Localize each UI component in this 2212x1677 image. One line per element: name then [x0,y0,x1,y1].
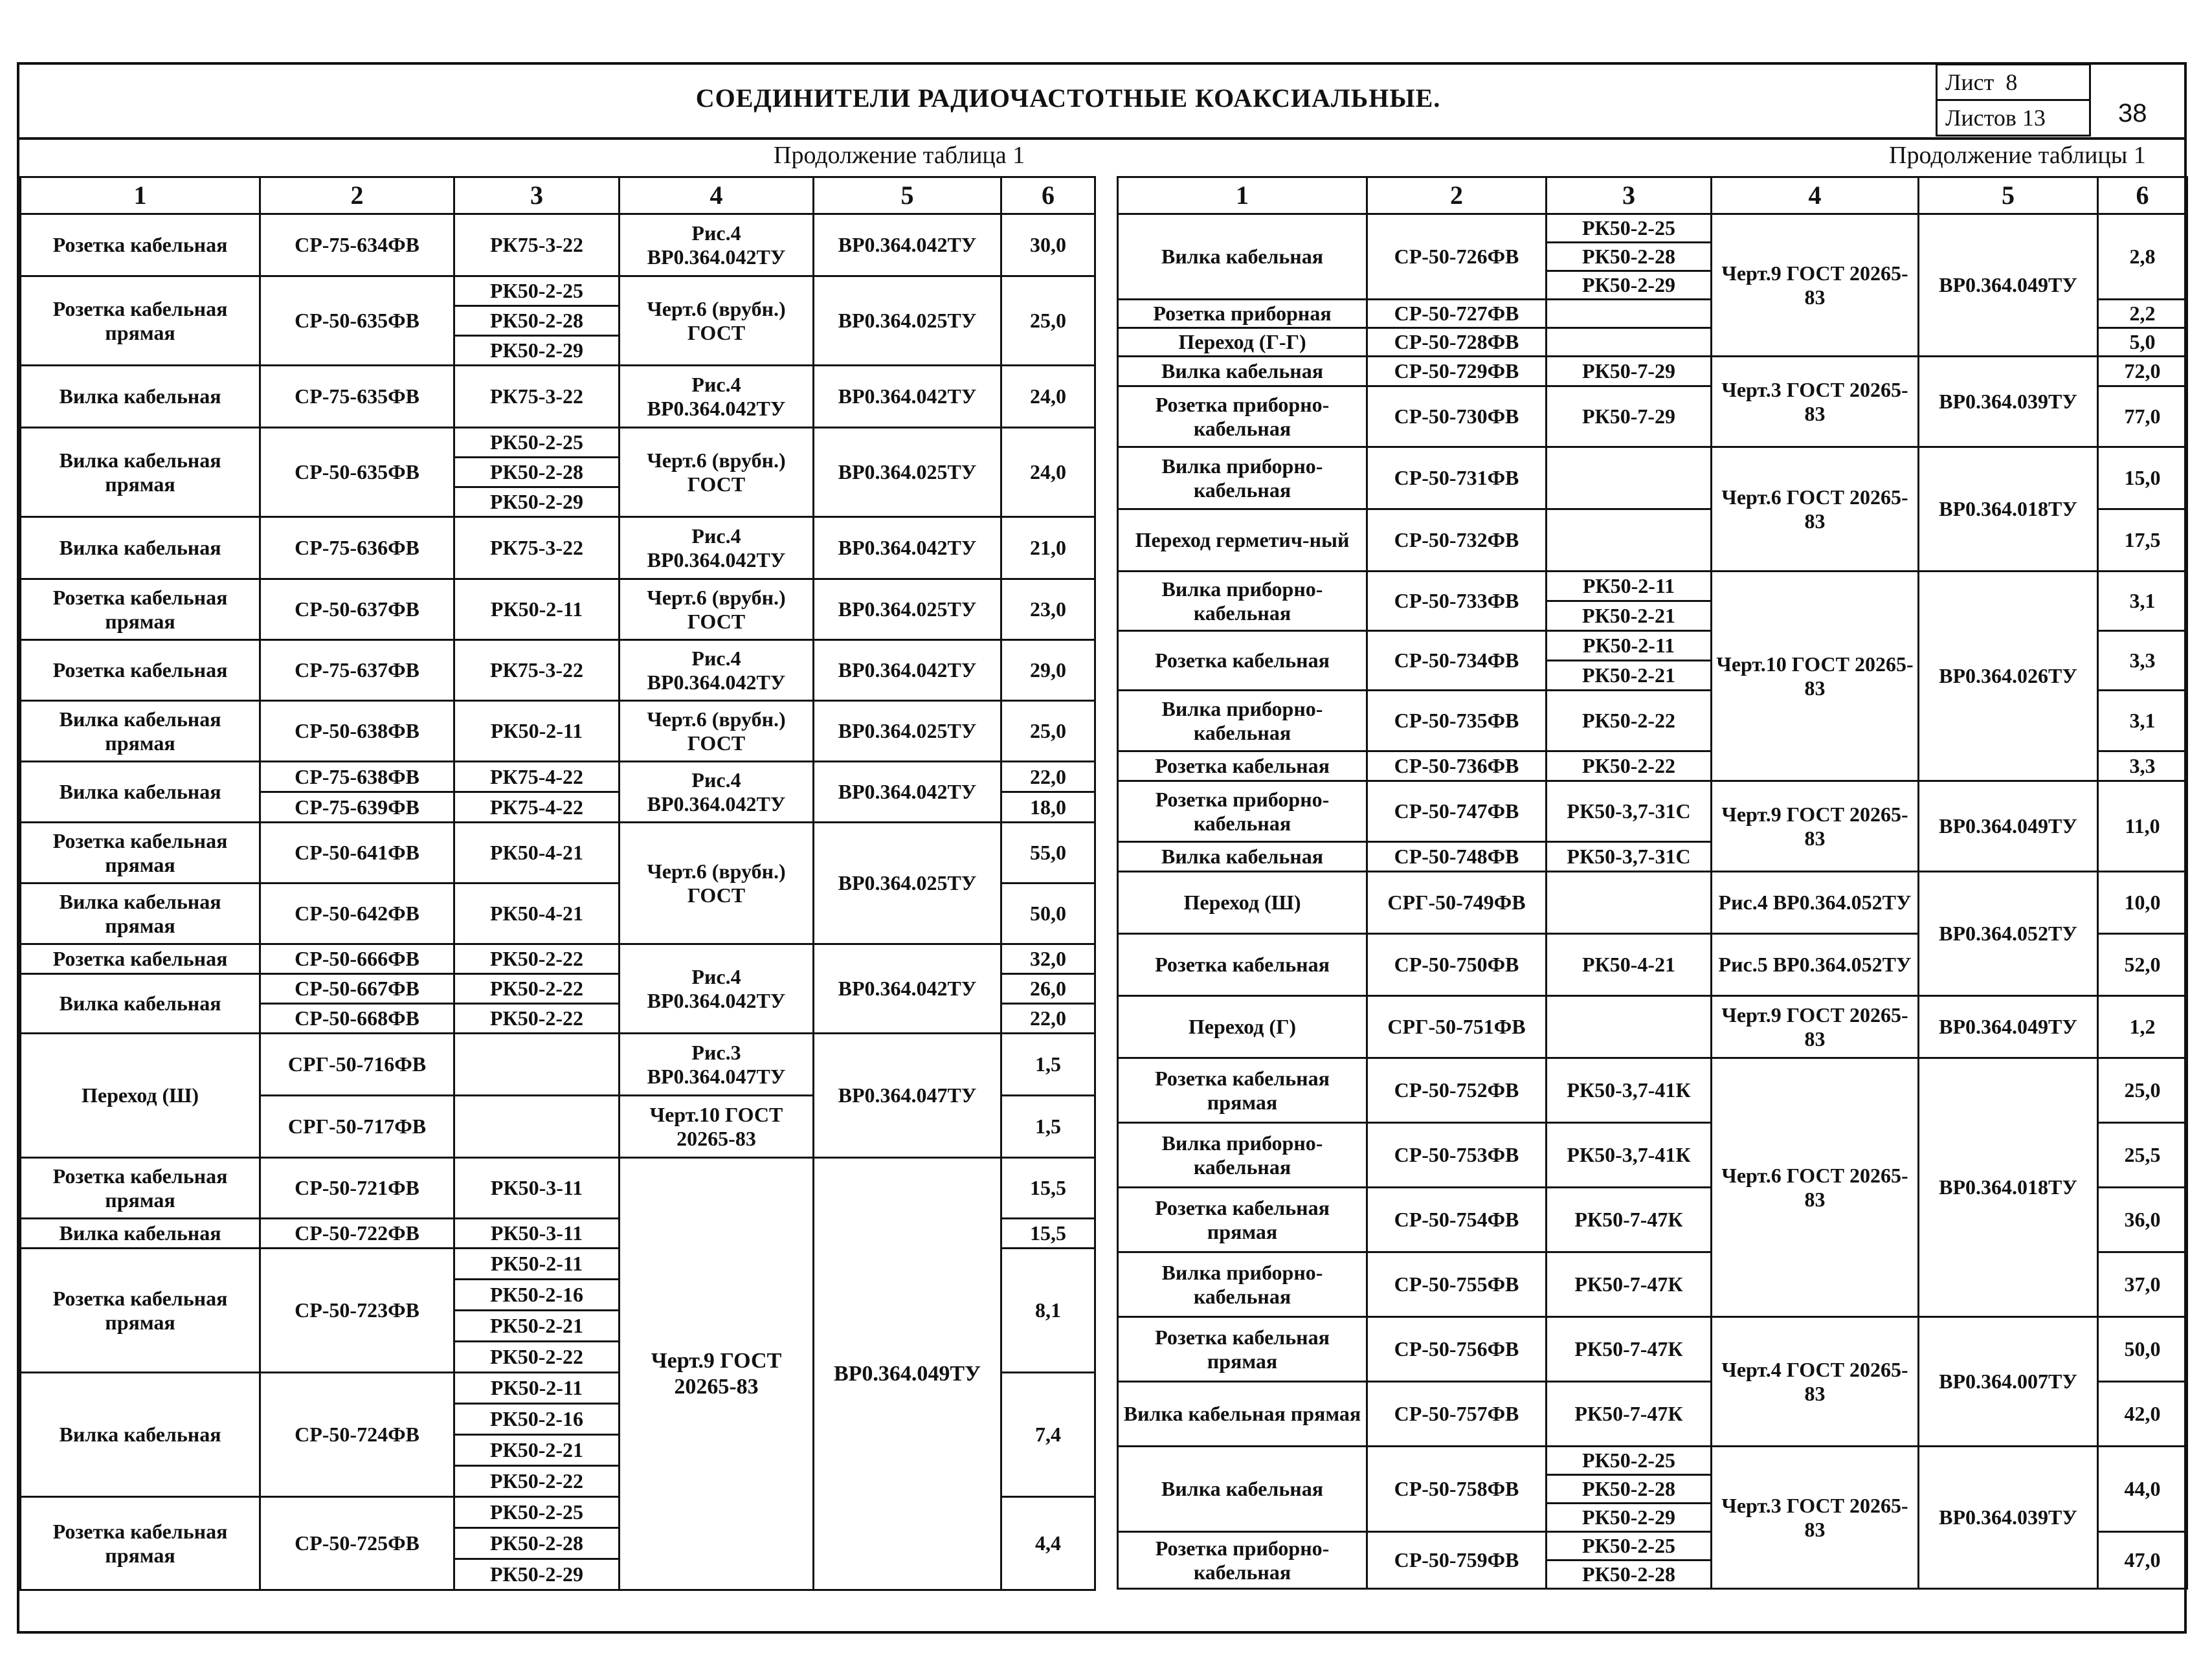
col-header: 4 [1712,177,1919,214]
sheet-number: 8 [2005,69,2018,95]
item-name: Розетка кабельная [21,944,260,974]
item-code: СР-50-638ФВ [260,701,454,762]
item-code: СР-50-732ФВ [1367,509,1547,572]
drawing-ref: Черт.6 (врубн.) ГОСТ [620,579,814,640]
cable-type: РК50-2-22 [454,1466,620,1497]
cable-type [1547,509,1712,572]
mass-value: 22,0 [1001,1004,1095,1034]
mass-value: 42,0 [2098,1382,2187,1447]
cable-type: РК75-3-22 [454,640,620,701]
item-code: СР-50-641ФВ [260,823,454,883]
cable-type: РК50-7-47К [1547,1188,1712,1252]
item-name: Вилка приборно-кабельная [1118,1123,1367,1188]
item-name: Вилка кабельная [21,974,260,1034]
cable-type: РК75-4-22 [454,762,620,792]
item-code: СР-50-666ФВ [260,944,454,974]
mass-value: 37,0 [2098,1252,2187,1317]
cable-type: РК50-3,7-31С [1547,781,1712,842]
cable-type: РК50-4-21 [454,823,620,883]
drawing-ref: Черт.6 ГОСТ 20265-83 [1712,447,1919,572]
item-name: Вилка кабельная прямая [1118,1382,1367,1447]
table-row [21,1034,1095,1096]
cable-type: РК50-7-29 [1547,386,1712,447]
item-code: СР-75-639ФВ [260,792,454,823]
item-code: СР-50-635ФВ [260,276,454,366]
cable-type: РК75-3-22 [454,517,620,579]
cable-type: РК75-4-22 [454,792,620,823]
item-code: СР-75-637ФВ [260,640,454,701]
item-code: СР-50-755ФВ [1367,1252,1547,1317]
cable-type: РК50-2-29 [454,1559,620,1590]
cable-type: РК50-2-21 [454,1435,620,1466]
item-name: Розетка приборно-кабельная [1118,781,1367,842]
cable-type: РК50-2-11 [1547,572,1712,601]
mass-value: 22,0 [1001,762,1095,792]
drawing-ref: Черт.4 ГОСТ 20265-83 [1712,1317,1919,1447]
item-name: Розетка кабельная прямая [1118,1058,1367,1123]
tu-ref: ВР0.364.007ТУ [1919,1317,2098,1447]
tu-ref: ВР0.364.018ТУ [1919,1058,2098,1317]
item-code: СР-50-757ФВ [1367,1382,1547,1447]
mass-value: 55,0 [1001,823,1095,883]
mass-value: 15,5 [1001,1158,1095,1219]
mass-value: 25,0 [1001,701,1095,762]
item-code: СР-50-748ФВ [1367,842,1547,872]
tu-ref: ВР0.364.049ТУ [1919,781,2098,872]
drawing-ref: Черт.9 ГОСТ 20265-83 [1712,214,1919,357]
cable-type: РК50-2-25 [1547,1447,1712,1475]
cable-type: РК50-2-11 [1547,631,1712,661]
mass-value: 10,0 [2098,872,2187,934]
tu-ref: ВР0.364.025ТУ [814,428,1001,517]
drawing-ref: Рис.4 ВР0.364.042ТУ [620,640,814,701]
table-row [1118,1447,2187,1475]
table-row [1118,996,2187,1058]
item-name: Вилка кабельная [21,1373,260,1497]
cable-type: РК50-2-11 [454,701,620,762]
cable-type: РК50-2-29 [1547,1504,1712,1532]
item-name: Розетка кабельная прямая [21,1158,260,1219]
table-row [1118,1317,2187,1382]
drawing-ref: Черт.9 ГОСТ 20265-83 [620,1158,814,1590]
item-code: СР-75-636ФВ [260,517,454,579]
item-code: СР-50-727ФВ [1367,300,1547,328]
mass-value: 25,5 [2098,1123,2187,1188]
mass-value: 3,1 [2098,691,2187,751]
cable-type: РК50-2-22 [1547,751,1712,781]
item-code: СРГ-50-751ФВ [1367,996,1547,1058]
tu-ref: ВР0.364.052ТУ [1919,872,2098,996]
col-header: 1 [21,177,260,214]
mass-value: 2,8 [2098,214,2187,300]
item-code: СР-50-758ФВ [1367,1447,1547,1532]
item-name: Розетка кабельная прямая [21,276,260,366]
mass-value: 1,5 [1001,1096,1095,1158]
drawing-ref: Черт.6 ГОСТ 20265-83 [1712,1058,1919,1317]
item-code: СР-75-634ФВ [260,214,454,276]
tu-ref: ВР0.364.049ТУ [814,1158,1001,1590]
sheet-label: Лист [1945,69,1994,95]
tu-ref: ВР0.364.025ТУ [814,276,1001,366]
tu-ref: ВР0.364.026ТУ [1919,572,2098,781]
mass-value: 17,5 [2098,509,2187,572]
cable-type: РК50-7-29 [1547,357,1712,386]
tu-ref: ВР0.364.025ТУ [814,701,1001,762]
drawing-ref: Рис.5 ВР0.364.052ТУ [1712,934,1919,996]
cable-type: РК50-2-28 [454,306,620,336]
table-row [21,428,1095,458]
item-name: Переход (Ш) [21,1034,260,1158]
cable-type: РК50-7-47К [1547,1252,1712,1317]
item-code: СР-50-747ФВ [1367,781,1547,842]
cable-type [454,1034,620,1096]
mass-value: 21,0 [1001,517,1095,579]
continuation-right: Продолжение таблицы 1 [1889,142,2146,169]
item-name: Вилка кабельная прямая [21,883,260,944]
cable-type: РК50-3,7-31С [1547,842,1712,872]
tu-ref: ВР0.364.025ТУ [814,823,1001,944]
item-code: СР-50-728ФВ [1367,328,1547,357]
table-row [1118,872,2187,934]
drawing-ref: Рис.4 ВР0.364.042ТУ [620,366,814,428]
cable-type: РК50-2-21 [454,1311,620,1342]
cable-type [1547,447,1712,509]
page-number: 38 [2118,99,2147,128]
cable-type: РК50-2-22 [454,1342,620,1373]
item-code: СР-50-637ФВ [260,579,454,640]
drawing-ref: Черт.3 ГОСТ 20265-83 [1712,1447,1919,1589]
cable-type [1547,300,1712,328]
cable-type: РК50-2-22 [454,944,620,974]
table-row [21,640,1095,701]
cable-type: РК50-4-21 [1547,934,1712,996]
item-name: Розетка кабельная [21,214,260,276]
drawing-ref: Черт.6 (врубн.) ГОСТ [620,428,814,517]
item-code: СР-50-725ФВ [260,1497,454,1590]
mass-value: 24,0 [1001,428,1095,517]
item-name: Розетка кабельная прямая [21,1249,260,1373]
col-header: 2 [1367,177,1547,214]
tu-ref: ВР0.364.025ТУ [814,579,1001,640]
table-row [21,214,1095,276]
item-name: Переход (Г) [1118,996,1367,1058]
cable-type: РК50-2-11 [454,1373,620,1404]
item-name: Розетка кабельная [1118,631,1367,691]
cable-type: РК50-2-22 [454,974,620,1004]
drawing-ref: Черт.3 ГОСТ 20265-83 [1712,357,1919,447]
col-header: 3 [454,177,620,214]
cable-type: РК50-3-11 [454,1158,620,1219]
item-name: Вилка кабельная [1118,357,1367,386]
table-row [21,366,1095,428]
item-name: Вилка кабельная [21,517,260,579]
col-header: 4 [620,177,814,214]
drawing-ref: Черт.6 (врубн.) ГОСТ [620,276,814,366]
cable-type: РК50-3,7-41К [1547,1123,1712,1188]
col-header: 6 [1001,177,1095,214]
drawing-ref: Рис.3 ВР0.364.047ТУ [620,1034,814,1096]
table-row [21,762,1095,792]
mass-value: 3,3 [2098,631,2187,691]
table-row [21,579,1095,640]
drawing-ref: Рис.4 ВР0.364.042ТУ [620,944,814,1034]
col-header: 5 [814,177,1001,214]
cable-type: РК50-3-11 [454,1219,620,1249]
drawing-ref: Черт.10 ГОСТ 20265-83 [620,1096,814,1158]
tu-ref: ВР0.364.042ТУ [814,517,1001,579]
mass-value: 7,4 [1001,1373,1095,1497]
cable-type: РК50-2-21 [1547,601,1712,631]
mass-value: 36,0 [2098,1188,2187,1252]
tu-ref: ВР0.364.042ТУ [814,762,1001,823]
item-code: СР-50-723ФВ [260,1249,454,1373]
tu-ref: ВР0.364.042ТУ [814,214,1001,276]
cable-type: РК50-2-11 [454,579,620,640]
header-row [21,177,1095,214]
table-row [21,823,1095,883]
continuation-left: Продолжение таблица 1 [774,142,1025,169]
cable-type: РК50-2-29 [454,336,620,366]
cable-type: РК50-4-21 [454,883,620,944]
tu-ref: ВР0.364.018ТУ [1919,447,2098,572]
col-header: 5 [1919,177,2098,214]
item-name: Розетка кабельная прямая [21,823,260,883]
item-name: Вилка кабельная [1118,214,1367,300]
mass-value: 18,0 [1001,792,1095,823]
table-row [1118,214,2187,243]
cable-type: РК50-2-29 [1547,271,1712,300]
right-table [1117,176,2188,1590]
item-name: Розетка кабельная прямая [21,579,260,640]
item-name: Розетка кабельная прямая [1118,1317,1367,1382]
mass-value: 25,0 [2098,1058,2187,1123]
cable-type [1547,872,1712,934]
document-title: СОЕДИНИТЕЛИ РАДИОЧАСТОТНЫЕ КОАКСИАЛЬНЫЕ. [695,83,1441,113]
mass-value: 15,5 [1001,1219,1095,1249]
item-code: СР-50-753ФВ [1367,1123,1547,1188]
cable-type [454,1096,620,1158]
cable-type: РК50-2-25 [454,428,620,458]
item-code: СР-50-752ФВ [1367,1058,1547,1123]
drawing-ref: Рис.4 ВР0.364.042ТУ [620,762,814,823]
mass-value: 25,0 [1001,276,1095,366]
cable-type [1547,996,1712,1058]
item-name: Вилка приборно-кабельная [1118,1252,1367,1317]
item-name: Вилка кабельная [1118,1447,1367,1532]
item-name: Переход (Ш) [1118,872,1367,934]
item-name: Вилка кабельная [21,762,260,823]
cable-type: РК50-2-22 [454,1004,620,1034]
drawing-ref: Рис.4 ВР0.364.052ТУ [1712,872,1919,934]
item-name: Вилка кабельная [1118,842,1367,872]
mass-value: 11,0 [2098,781,2187,872]
header-row [1118,177,2187,214]
mass-value: 47,0 [2098,1532,2187,1589]
item-code: СРГ-50-717ФВ [260,1096,454,1158]
cable-type: РК50-2-28 [454,458,620,487]
sheet-number-cell [1936,63,2091,101]
cable-type: РК50-2-16 [454,1404,620,1435]
mass-value: 8,1 [1001,1249,1095,1373]
cable-type [1547,328,1712,357]
item-name: Розетка приборно-кабельная [1118,386,1367,447]
col-header: 2 [260,177,454,214]
item-name: Розетка приборно-кабельная [1118,1532,1367,1589]
cable-type: РК50-2-25 [454,276,620,306]
mass-value: 50,0 [2098,1317,2187,1382]
table-row [21,1158,1095,1219]
cable-type: РК50-2-25 [454,1497,620,1528]
tu-ref: ВР0.364.047ТУ [814,1034,1001,1158]
mass-value: 50,0 [1001,883,1095,944]
col-header: 1 [1118,177,1367,214]
table-row [21,701,1095,762]
item-name: Розетка кабельная прямая [1118,1188,1367,1252]
item-name: Розетка кабельная прямая [21,1497,260,1590]
item-name: Вилка приборно-кабельная [1118,447,1367,509]
item-code: СР-75-638ФВ [260,762,454,792]
item-code: СР-50-729ФВ [1367,357,1547,386]
item-name: Розетка приборная [1118,300,1367,328]
table-row [21,517,1095,579]
item-code: СР-50-733ФВ [1367,572,1547,631]
item-code: СРГ-50-716ФВ [260,1034,454,1096]
table-row [21,944,1095,974]
cable-type: РК50-2-29 [454,487,620,517]
item-code: СР-50-667ФВ [260,974,454,1004]
cable-type: РК50-2-28 [1547,1560,1712,1589]
mass-value: 52,0 [2098,934,2187,996]
item-code: СР-50-722ФВ [260,1219,454,1249]
mass-value: 26,0 [1001,974,1095,1004]
drawing-ref: Рис.4 ВР0.364.042ТУ [620,214,814,276]
item-code: СР-50-756ФВ [1367,1317,1547,1382]
tu-ref: ВР0.364.049ТУ [1919,214,2098,357]
sheets-total-cell [1936,99,2091,137]
item-name: Вилка кабельная [21,1219,260,1249]
cable-type: РК50-7-47К [1547,1317,1712,1382]
item-name: Розетка кабельная [1118,934,1367,996]
table-row [1118,357,2187,386]
mass-value: 29,0 [1001,640,1095,701]
cable-type: РК50-2-21 [1547,661,1712,691]
item-code: СРГ-50-749ФВ [1367,872,1547,934]
mass-value: 4,4 [1001,1497,1095,1590]
item-name: Вилка кабельная прямая [21,428,260,517]
cable-type: РК75-3-22 [454,366,620,428]
item-code: СР-50-724ФВ [260,1373,454,1497]
tu-ref: ВР0.364.049ТУ [1919,996,2098,1058]
tu-ref: ВР0.364.042ТУ [814,366,1001,428]
drawing-ref: Черт.9 ГОСТ 20265-83 [1712,996,1919,1058]
item-code: СР-50-726ФВ [1367,214,1547,300]
mass-value: 1,2 [2098,996,2187,1058]
cable-type: РК50-2-28 [1547,1475,1712,1504]
sheets-label: Листов [1945,105,2016,131]
mass-value: 1,5 [1001,1034,1095,1096]
table-row [1118,1058,2187,1123]
cable-type: РК50-2-28 [454,1528,620,1559]
item-code: СР-50-759ФВ [1367,1532,1547,1589]
cable-type: РК50-2-25 [1547,214,1712,243]
item-name: Вилка кабельная прямая [21,701,260,762]
mass-value: 30,0 [1001,214,1095,276]
mass-value: 44,0 [2098,1447,2187,1532]
mass-value: 32,0 [1001,944,1095,974]
item-code: СР-50-730ФВ [1367,386,1547,447]
item-code: СР-50-642ФВ [260,883,454,944]
item-name: Вилка приборно-кабельная [1118,572,1367,631]
mass-value: 23,0 [1001,579,1095,640]
item-code: СР-50-754ФВ [1367,1188,1547,1252]
tu-ref: ВР0.364.042ТУ [814,944,1001,1034]
cable-type: РК50-7-47К [1547,1382,1712,1447]
mass-value: 5,0 [2098,328,2187,357]
cable-type: РК50-2-25 [1547,1532,1712,1560]
item-code: СР-50-735ФВ [1367,691,1547,751]
item-name: Розетка кабельная [21,640,260,701]
item-name: Переход герметич-ный [1118,509,1367,572]
item-name: Вилка приборно-кабельная [1118,691,1367,751]
cable-type: РК50-2-16 [454,1280,620,1311]
drawing-ref: Черт.6 (врубн.) ГОСТ [620,701,814,762]
drawing-ref: Черт.10 ГОСТ 20265-83 [1712,572,1919,781]
tu-ref: ВР0.364.039ТУ [1919,1447,2098,1589]
item-name: Вилка кабельная [21,366,260,428]
item-name: Розетка кабельная [1118,751,1367,781]
item-name: Переход (Г-Г) [1118,328,1367,357]
item-code: СР-50-635ФВ [260,428,454,517]
col-header: 6 [2098,177,2187,214]
tu-ref: ВР0.364.039ТУ [1919,357,2098,447]
mass-value: 77,0 [2098,386,2187,447]
drawing-ref: Рис.4 ВР0.364.042ТУ [620,517,814,579]
cable-type: РК50-2-22 [1547,691,1712,751]
table-row [1118,572,2187,601]
mass-value: 2,2 [2098,300,2187,328]
mass-value: 24,0 [1001,366,1095,428]
item-code: СР-75-635ФВ [260,366,454,428]
col-header: 3 [1547,177,1712,214]
table-row [1118,447,2187,509]
mass-value: 3,3 [2098,751,2187,781]
left-table [19,176,1096,1591]
item-code: СР-50-668ФВ [260,1004,454,1034]
table-row [21,276,1095,306]
item-code: СР-50-750ФВ [1367,934,1547,996]
mass-value: 3,1 [2098,572,2187,631]
cable-type: РК50-2-28 [1547,243,1712,271]
item-code: СР-50-731ФВ [1367,447,1547,509]
drawing-ref: Черт.6 (врубн.) ГОСТ [620,823,814,944]
mass-value: 72,0 [2098,357,2187,386]
item-code: СР-50-734ФВ [1367,631,1547,691]
table-row [1118,781,2187,842]
tu-ref: ВР0.364.042ТУ [814,640,1001,701]
drawing-ref: Черт.9 ГОСТ 20265-83 [1712,781,1919,872]
item-code: СР-50-721ФВ [260,1158,454,1219]
mass-value: 15,0 [2098,447,2187,509]
cable-type: РК50-2-11 [454,1249,620,1280]
item-code: СР-50-736ФВ [1367,751,1547,781]
cable-type: РК75-3-22 [454,214,620,276]
sheets-total: 13 [2022,105,2046,131]
cable-type: РК50-3,7-41К [1547,1058,1712,1123]
